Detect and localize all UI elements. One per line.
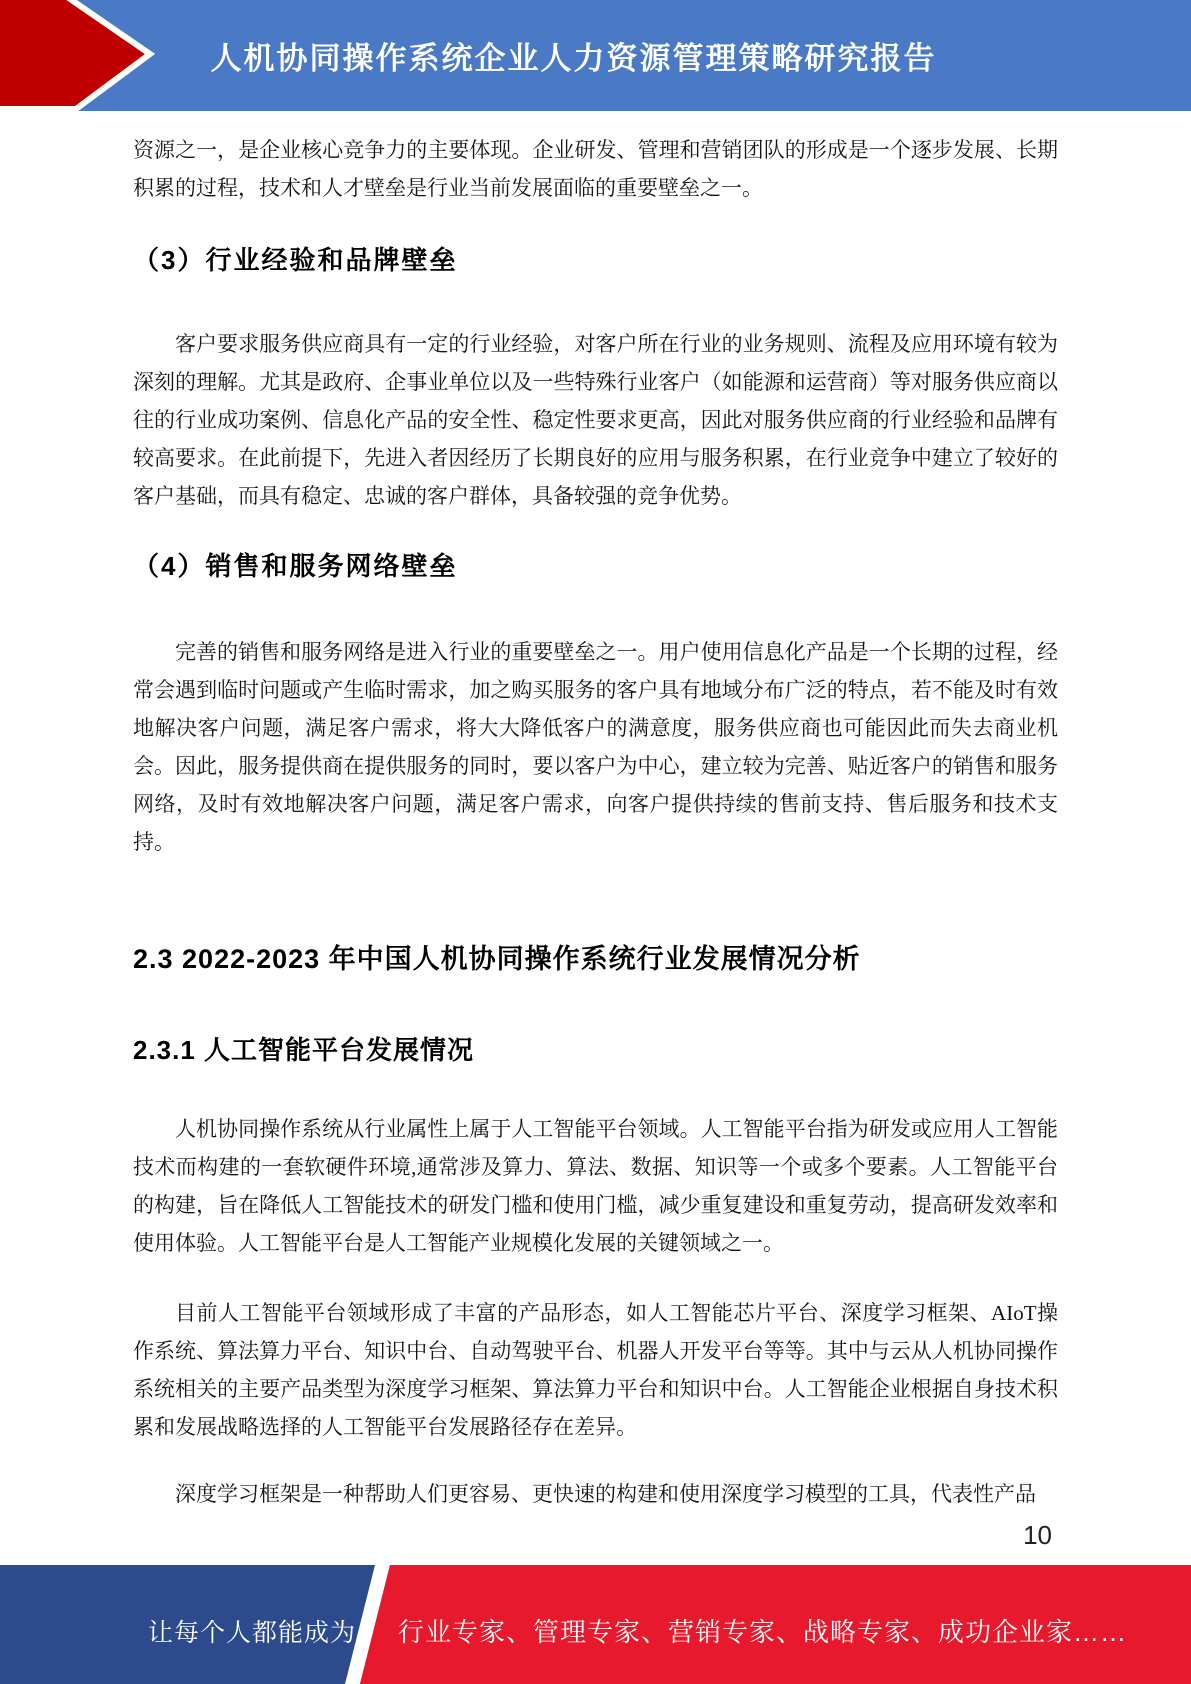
footer-slogan-left: 让每个人都能成为 bbox=[148, 1619, 357, 1647]
page-content bbox=[133, 0, 1058, 1553]
heading-section-4: （4）销售和服务网络壁垒 bbox=[133, 551, 458, 581]
paragraph-section-4: 完善的销售和服务网络是进入行业的重要壁垒之一。用户使用信息化产品是一个长期的过程，经常会遇到临时问题或产生临时需求，加之购买服务的客户具有地域分布广泛的特点，若不能及时有效地解决客户问题，满足客户需求，将大大降低客户的满意度，服务供应商也可能因此而失去商业机会。因此，服务提供商在提供服务的同时，要以客户为中心，建立较为完善、贴近客户的销售和服务网络，及时有效地解决客户问题，满足客户需求，向客户提供持续的售前支持、售后服务和技术支持。 bbox=[133, 640, 1058, 854]
heading-section-2-3: 2.3 2022-2023 年中国人机协同操作系统行业发展情况分析 bbox=[133, 944, 861, 974]
paragraph-ai-platform-3: 深度学习框架是一种帮助人们更容易、更快速的构建和使用深度学习模型的工具，代表性产品 bbox=[175, 1482, 1036, 1506]
paragraph-ai-platform-2: 目前人工智能平台领域形成了丰富的产品形态，如人工智能芯片平台、深度学习框架、AIoT操作系统、算法算力平台、知识中台、自动驾驶平台、机器人开发平台等等。其中与云从人机协同操作系统相关的主要产品类型为深度学习框架、算法算力平台和知识中台。人工智能企业根据自身技术积累和发展战略选择的人工智能平台发展路径存在差异。 bbox=[133, 1301, 1058, 1439]
heading-section-3: （3）行业经验和品牌壁垒 bbox=[133, 245, 458, 275]
paragraph-continuation: 资源之一，是企业核心竞争力的主要体现。企业研发、管理和营销团队的形成是一个逐步发展、长期积累的过程，技术和人才壁垒是行业当前发展面临的重要壁垒之一。 bbox=[133, 138, 1058, 200]
footer-slogan-right: 行业专家、管理专家、营销专家、战略专家、成功企业家…… bbox=[398, 1617, 1128, 1647]
footer-banner bbox=[0, 1565, 1191, 1684]
paragraph-section-3: 客户要求服务供应商具有一定的行业经验，对客户所在行业的业务规则、流程及应用环境有较为深刻的理解。尤其是政府、企事业单位以及一些特殊行业客户（如能源和运营商）等对服务供应商以往的行业成功案例、信息化产品的安全性、稳定性要求更高，因此对服务供应商的行业经验和品牌有较高要求。在此前提下，先进入者因经历了长期良好的应用与服务积累，在行业竞争中建立了较好的客户基础，而具有稳定、忠诚的客户群体，具备较强的竞争优势。 bbox=[133, 332, 1058, 508]
page-number: 10 bbox=[1023, 1520, 1052, 1550]
report-title: 人机协同操作系统企业人力资源管理策略研究报告 bbox=[210, 41, 937, 76]
paragraph-ai-platform-1: 人机协同操作系统从行业属性上属于人工智能平台领域。人工智能平台指为研发或应用人工智能技术而构建的一套软硬件环境,通常涉及算力、算法、数据、知识等一个或多个要素。人工智能平台的构建，旨在降低人工智能技术的研发门槛和使用门槛，减少重复建设和重复劳动，提高研发效率和使用体验。人工智能平台是人工智能产业规模化发展的关键领域之一。 bbox=[133, 1117, 1058, 1255]
heading-section-2-3-1: 2.3.1 人工智能平台发展情况 bbox=[133, 1035, 475, 1065]
